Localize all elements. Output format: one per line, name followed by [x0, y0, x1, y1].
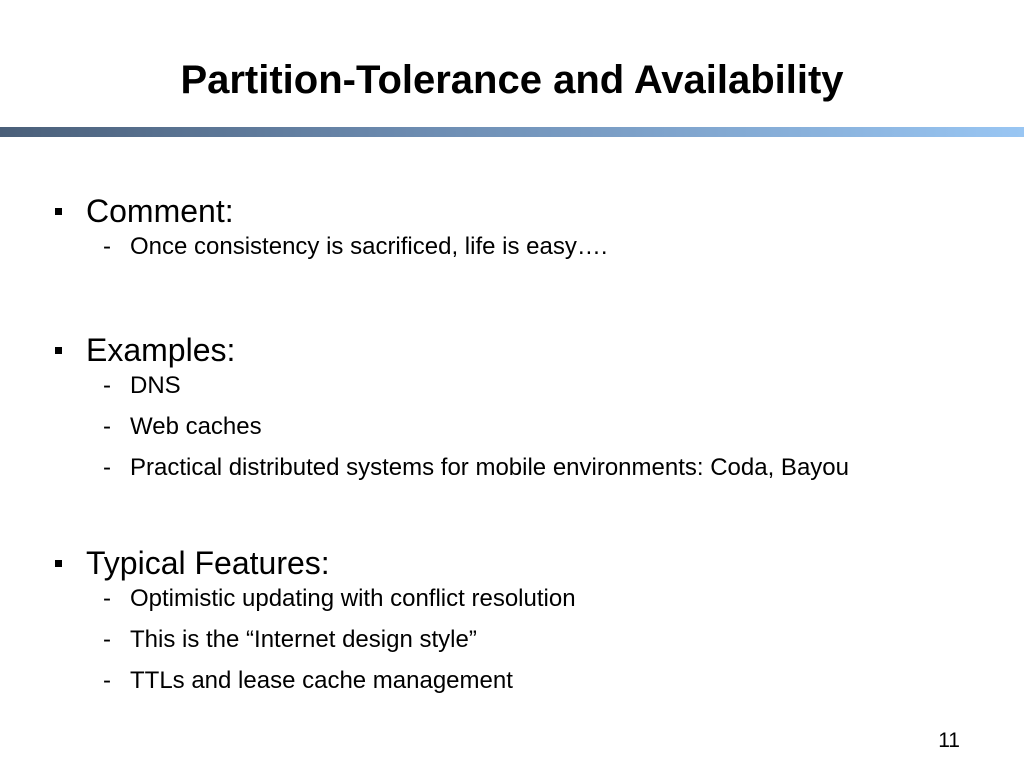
sub-bullet-item — [0, 452, 1024, 493]
square-bullet-icon — [55, 208, 62, 215]
section-examples — [0, 330, 1024, 493]
section-typical-features — [0, 543, 1024, 706]
sub-bullet-item — [0, 583, 1024, 624]
dash-bullet-icon: - — [103, 454, 111, 481]
dash-bullet-icon: - — [103, 413, 111, 440]
bullet-heading: Comment: — [86, 193, 234, 229]
sub-bullet-text: Web caches — [130, 413, 262, 440]
bullet-heading: Typical Features: — [86, 545, 330, 581]
page-number: 11 — [938, 729, 960, 752]
sub-bullet-text: Once consistency is sacrificed, life is easy…. — [130, 233, 608, 260]
sub-bullet-item — [0, 665, 1024, 706]
slide-title: Partition-Tolerance and Availability — [180, 58, 844, 102]
section-comment — [0, 191, 1024, 272]
bullet-item — [0, 191, 1024, 231]
bullet-item — [0, 543, 1024, 583]
sub-bullet-item — [0, 624, 1024, 665]
sub-bullet-item — [0, 411, 1024, 452]
sub-bullet-item — [0, 370, 1024, 411]
square-bullet-icon — [55, 347, 62, 354]
dash-bullet-icon: - — [103, 667, 111, 694]
bullet-item — [0, 330, 1024, 370]
sub-bullet-text: Practical distributed systems for mobile environments: Coda, Bayou — [130, 454, 849, 481]
square-bullet-icon — [55, 560, 62, 567]
sub-bullet-text: This is the “Internet design style” — [130, 626, 477, 653]
sub-bullet-text: Optimistic updating with conflict resolution — [130, 585, 576, 612]
sub-bullet-text: TTLs and lease cache management — [130, 667, 513, 694]
sub-bullet-text: DNS — [130, 372, 181, 399]
dash-bullet-icon: - — [103, 233, 111, 260]
dash-bullet-icon: - — [103, 585, 111, 612]
sub-bullet-item — [0, 231, 1024, 272]
title-divider-bar — [0, 127, 1024, 137]
dash-bullet-icon: - — [103, 372, 111, 399]
dash-bullet-icon: - — [103, 626, 111, 653]
bullet-heading: Examples: — [86, 332, 236, 368]
